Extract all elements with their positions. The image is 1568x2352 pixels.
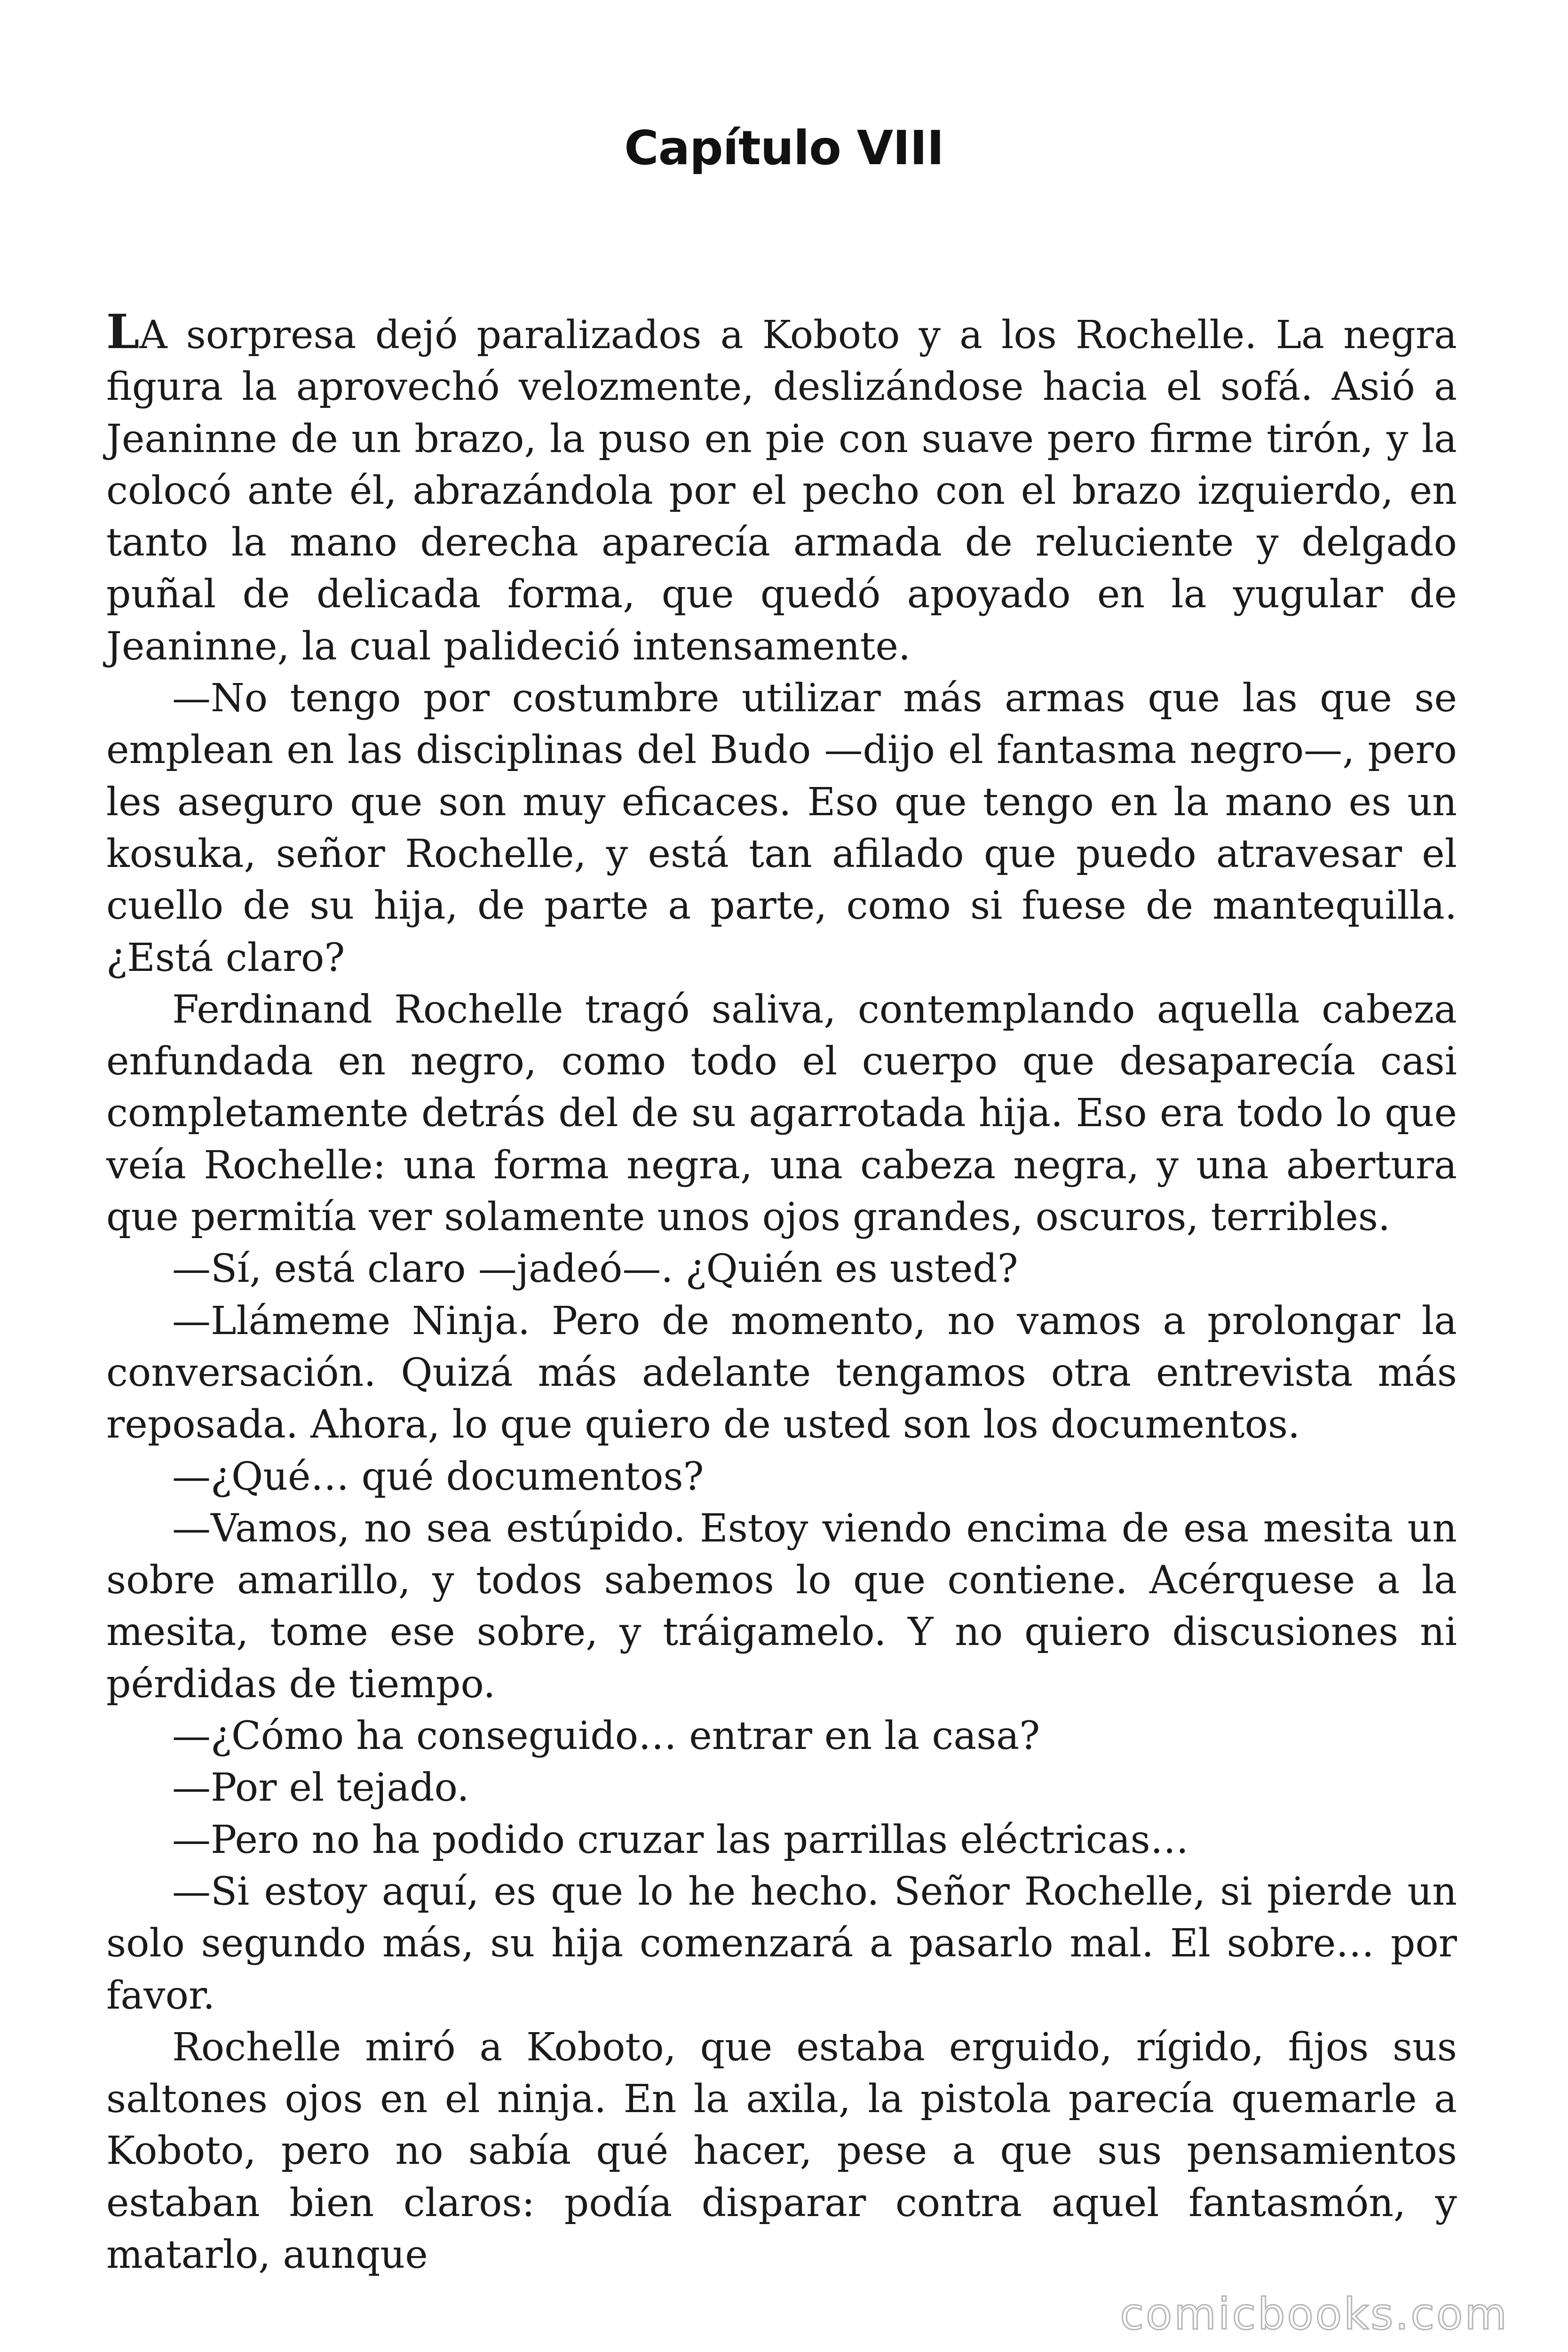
paragraph: —¿Cómo ha conseguido… entrar en la casa? — [172, 1714, 1040, 1759]
paragraph: —¿Qué… qué documentos? — [172, 1454, 704, 1499]
text-body — [106, 306, 1457, 2281]
paragraph: —Vamos, no sea estúpido. Estoy viendo encima de esa mesita un sobre amarillo, y todos sabemos lo que contiene. Acérquese a la mesita, tome ese sobre, y tráigamelo. Y no quiero discusiones ni pérdidas de tiempo. — [106, 1506, 1457, 1707]
paragraph: Ferdinand Rochelle tragó saliva, contemplando aquella cabeza enfundada en negro, como todo el cuerpo que desaparecía casi completamente detrás del de su agarrotada hija. Eso era todo lo que veía Rochelle: una forma negra, una cabeza negra, y una abertura que permitía ver solamente unos ojos grandes, oscuros, terribles. — [106, 987, 1457, 1240]
paragraph: —Sí, está claro —jadeó—. ¿Quién es usted? — [172, 1247, 1018, 1292]
paragraph: —Pero no ha podido cruzar las parrillas eléctricas… — [172, 1817, 1189, 1862]
chapter-title: Capítulo VIII — [624, 120, 944, 175]
paragraph: Rochelle miró a Koboto, que estaba erguido, rígido, fijos sus saltones ojos en el ninja. En la axila, la pistola parecía quemarle a Koboto, pero no sabía qué hacer, pese a que sus pensamientos estaban bien claros: podía disparar contra aquel fantasmón, y matarlo, aunque — [106, 2025, 1457, 2277]
paragraph: —Por el tejado. — [172, 1765, 469, 1811]
paragraph-text: A sorpresa dejó paralizados a Koboto y a los Rochelle. La negra figura la aprovechó velozmente, deslizándose hacia el sofá. Asió a Jeaninne de un brazo, la puso en pie con suave pero firme tirón, y la colocó ante él, abrazándola por el pecho con el brazo izquierdo, en tanto la mano derecha aparecía armada de reluciente y delgado puñal de delicada forma, que quedó apoyado en la yugular de Jeaninne, la cual palideció intensamente. — [106, 313, 1457, 669]
drop-cap: L — [106, 304, 140, 359]
paragraph: —Si estoy aquí, es que lo he hecho. Señor Rochelle, si pierde un solo segundo más, su hija comenzará a pasarlo mal. El sobre… por favor. — [106, 1869, 1457, 2018]
watermark: comicbooks.com — [1120, 2289, 1509, 2339]
paragraph: —No tengo por costumbre utilizar más armas que las que se emplean en las disciplinas del Budo —dijo el fantasma negro—, pero les aseguro que son muy eficaces. Eso que tengo en la mano es un kosuka, señor Rochelle, y está tan afilado que puedo atravesar el cuello de su hija, de parte a parte, como si fuese de mantequilla. ¿Está claro? — [106, 676, 1457, 980]
paragraph — [106, 306, 1457, 673]
paragraph: —Llámeme Ninja. Pero de momento, no vamos a prolongar la conversación. Quizá más adelante tengamos otra entrevista más reposada. Ahora, lo que quiero de usted son los documentos. — [106, 1298, 1457, 1447]
